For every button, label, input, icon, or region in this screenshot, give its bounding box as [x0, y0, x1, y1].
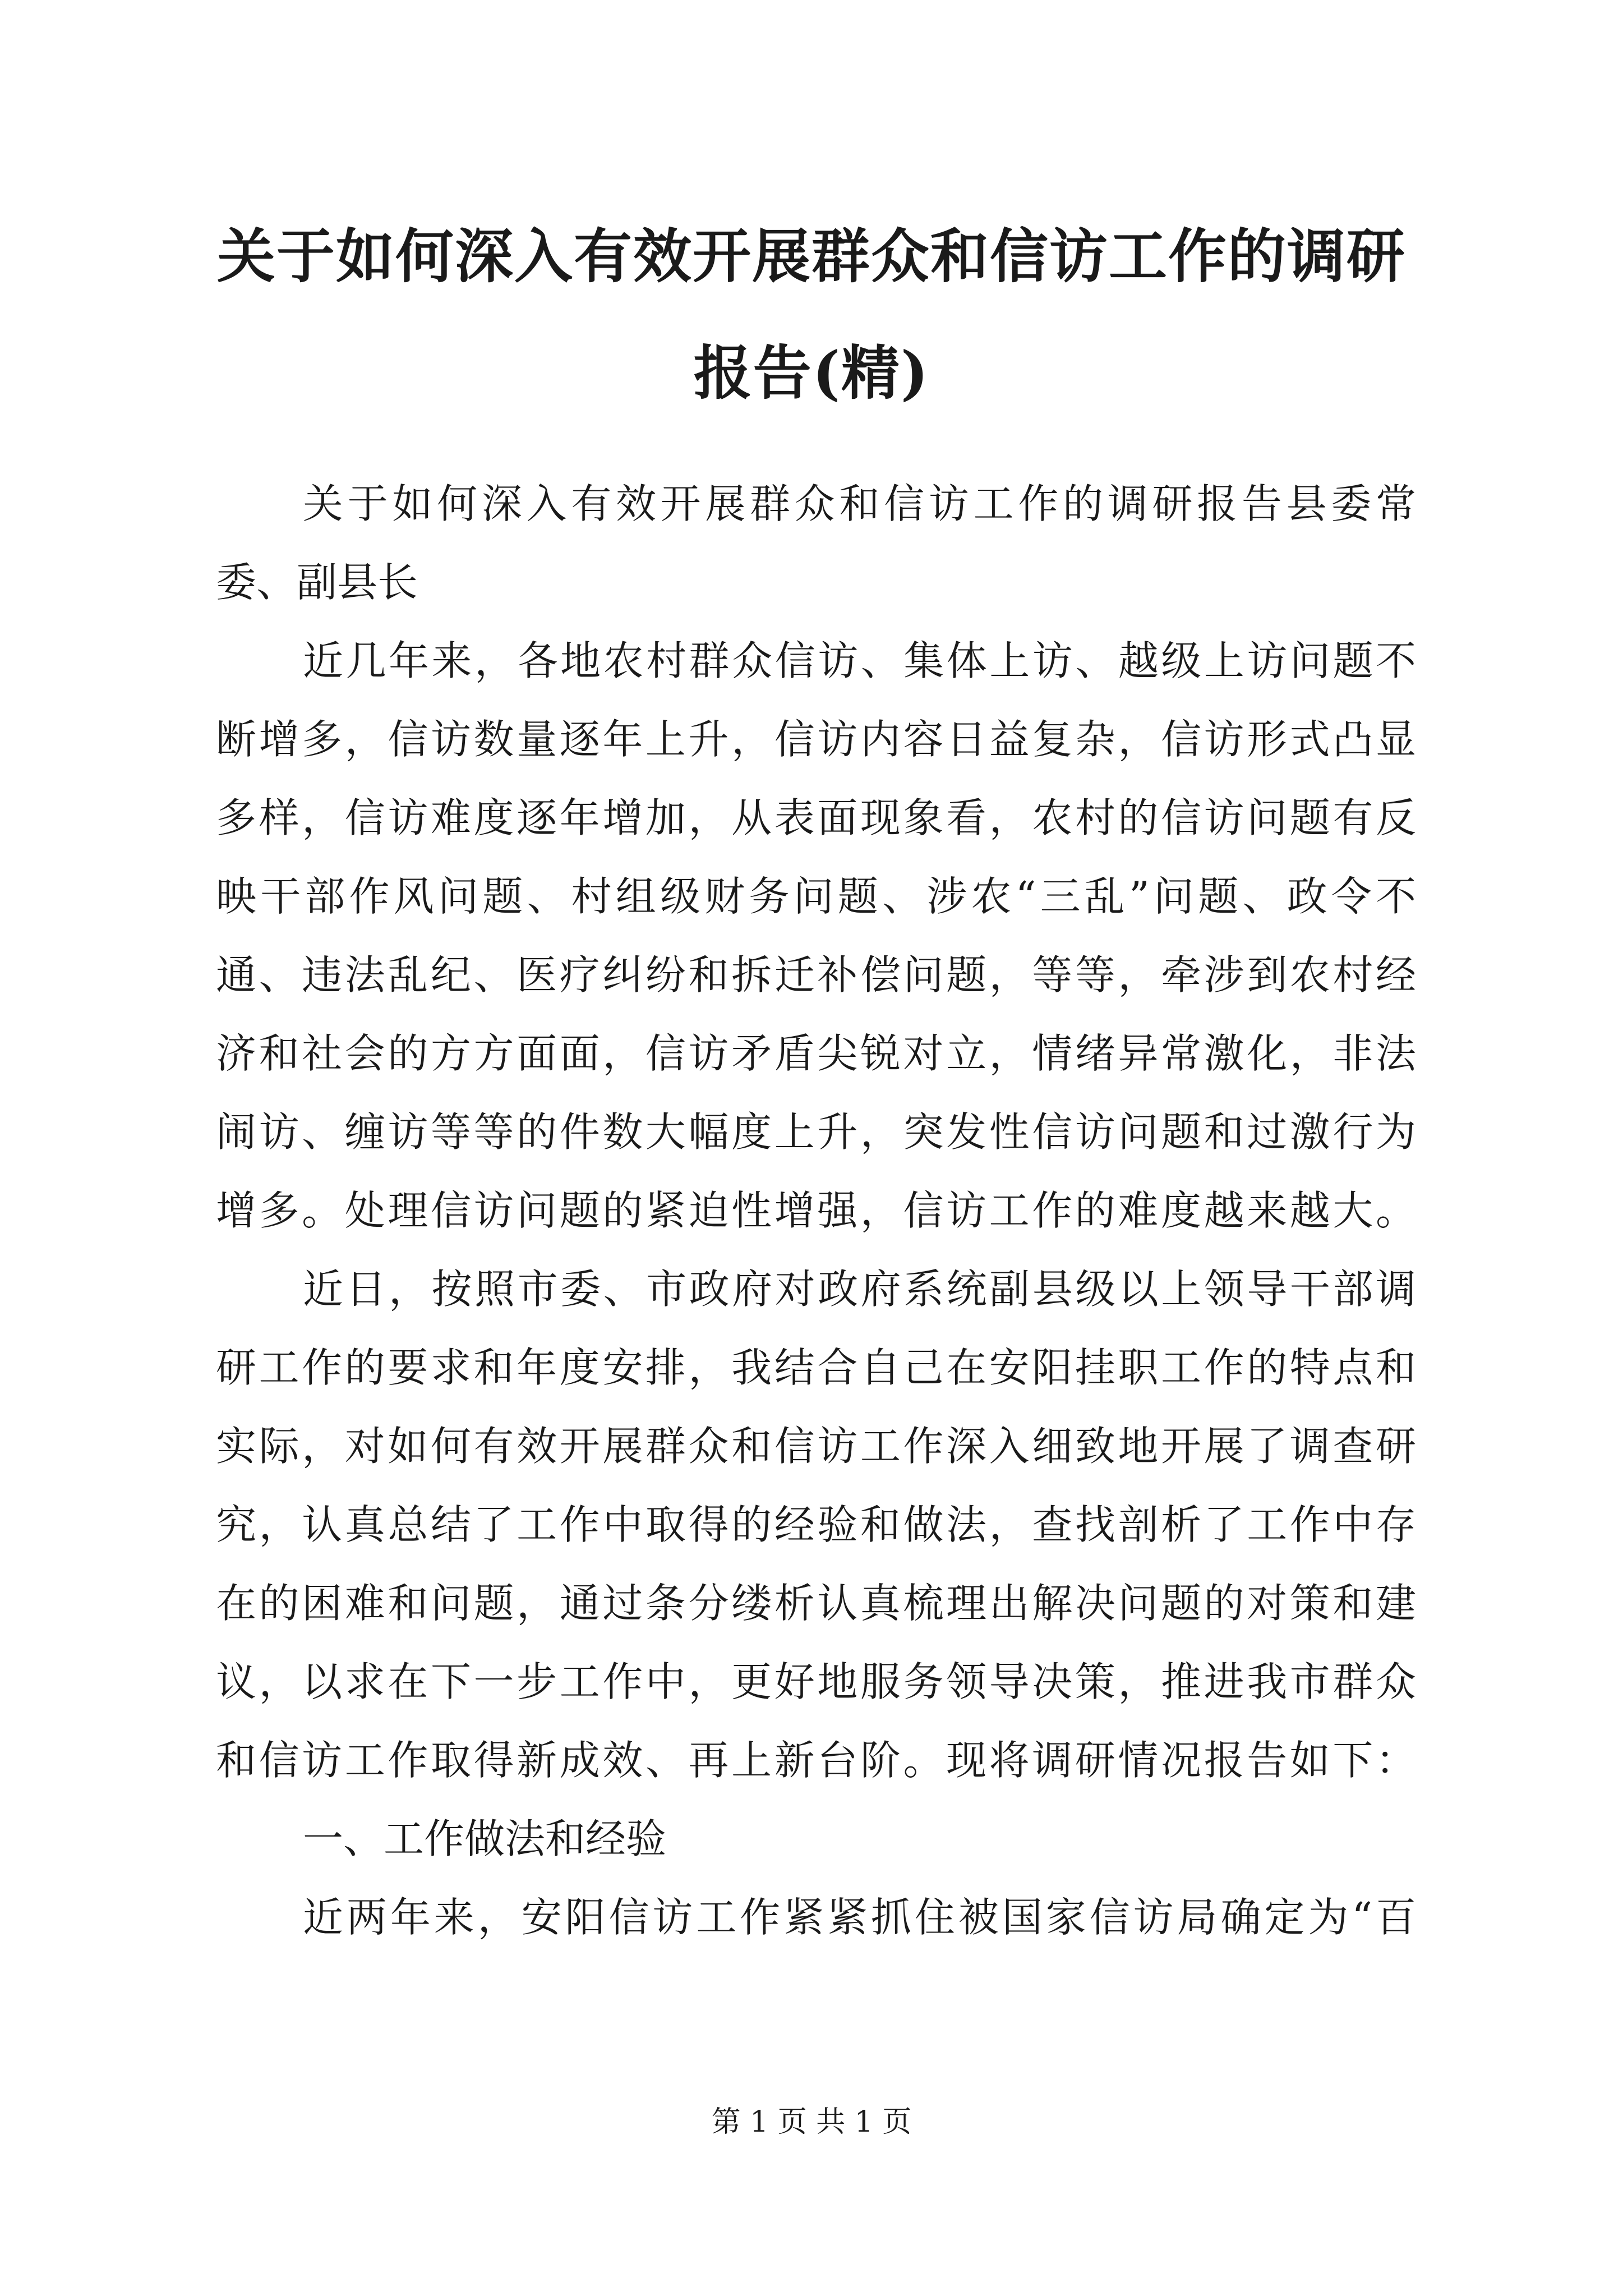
body-line: 断增多，信访数量逐年上升，信访内容日益复杂，信访形式凸显	[216, 716, 1416, 763]
body-line: 近几年来，各地农村群众信访、集体上访、越级上访问题不	[303, 637, 1416, 684]
section-heading: 一、工作做法和经验	[303, 1815, 667, 1862]
body-line: 委、副县长	[216, 559, 418, 606]
document-title-line-1: 关于如何深入有效开展群众和信访工作的调研	[216, 222, 1406, 291]
page-footer: 第 1 页 共 1 页	[711, 2105, 912, 2139]
body-line: 映干部作风问题、村组级财务问题、涉农“三乱”问题、政令不	[216, 873, 1416, 920]
body-line: 究，认真总结了工作中取得的经验和做法，查找剖析了工作中存	[216, 1501, 1416, 1548]
body-line: 济和社会的方方面面，信访矛盾尖锐对立，情绪异常激化，非法	[216, 1030, 1416, 1077]
body-line: 议，以求在下一步工作中，更好地服务领导决策，推进我市群众	[216, 1658, 1416, 1705]
body-line: 近两年来，安阳信访工作紧紧抓住被国家信访局确定为“百	[303, 1894, 1416, 1941]
body-line: 闹访、缠访等等的件数大幅度上升，突发性信访问题和过激行为	[216, 1108, 1416, 1156]
body-line: 和信访工作取得新成效、再上新台阶。现将调研情况报告如下：	[216, 1737, 1416, 1784]
body-line: 实际，对如何有效开展群众和信访工作深入细致地开展了调查研	[216, 1423, 1416, 1470]
body-line: 通、违法乱纪、医疗纠纷和拆迁补偿问题，等等，牵涉到农村经	[216, 951, 1416, 999]
body-line: 研工作的要求和年度安排，我结合自己在安阳挂职工作的特点和	[216, 1344, 1416, 1391]
body-line: 多样，信访难度逐年增加，从表面现象看，农村的信访问题有反	[216, 794, 1416, 841]
document-title-line-2: 报告(精)	[693, 338, 930, 407]
body-line: 在的困难和问题，通过条分缕析认真梳理出解决问题的对策和建	[216, 1580, 1416, 1627]
body-line: 关于如何深入有效开展群众和信访工作的调研报告县委常	[303, 480, 1416, 527]
body-line: 近日，按照市委、市政府对政府系统副县级以上领导干部调	[303, 1266, 1416, 1313]
body-line: 增多。处理信访问题的紧迫性增强，信访工作的难度越来越大。	[216, 1187, 1416, 1234]
